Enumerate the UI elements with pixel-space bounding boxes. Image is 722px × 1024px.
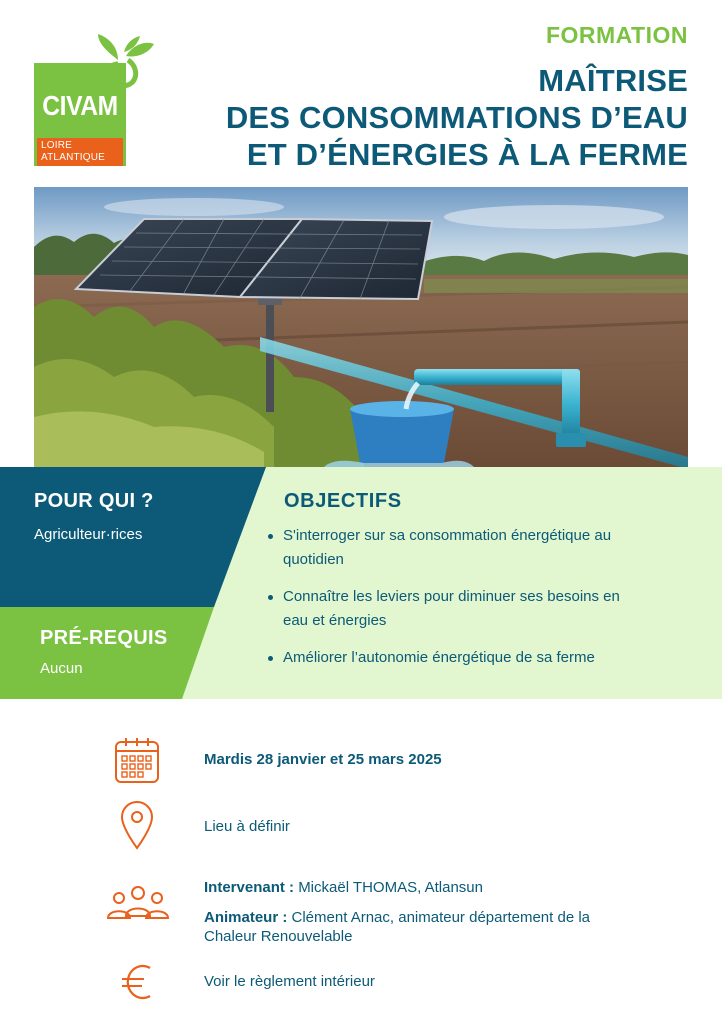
location-text: Lieu à définir	[204, 818, 290, 835]
objectif-item: Améliorer l’autonomie énergétique de sa ferme	[266, 646, 646, 670]
prerequis-title: PRÉ-REQUIS	[40, 627, 168, 649]
date-text: Mardis 28 janvier et 25 mars 2025	[204, 751, 442, 768]
price-text[interactable]: Voir le règlement intérieur	[204, 973, 375, 990]
page-title	[148, 62, 688, 173]
euro-icon	[118, 962, 158, 1002]
objectif-item: Connaître les leviers pour diminuer ses besoins en eau et énergies	[266, 585, 646, 633]
civam-logo	[34, 30, 154, 170]
group-icon	[106, 884, 170, 920]
logo-wordmark: CIVAM	[42, 90, 118, 121]
intervenant-value: Mickaël THOMAS, Atlansun	[298, 879, 483, 896]
objectif-item: S'interroger sur sa consommation énergétique au quotidien	[266, 524, 646, 572]
intervenant-line	[204, 878, 644, 897]
logo-sub-line2: ATLANTIQUE	[41, 152, 106, 163]
logo-subtitle	[37, 138, 123, 166]
prerequis-text: Aucun	[40, 660, 83, 677]
animateur-line	[204, 908, 644, 946]
pour-qui-title: POUR QUI ?	[34, 490, 154, 512]
formation-label: FORMATION	[545, 22, 688, 48]
animateur-value: Clément Arnac, animateur département de la Chaleur Renouvelable	[204, 909, 591, 945]
solar-pump-photo	[34, 187, 688, 467]
title-line-2: DES CONSOMMATIONS D’EAU	[225, 100, 688, 135]
intervenant-label: Intervenant :	[204, 879, 295, 896]
title-line-3: ET D’ÉNERGIES À LA FERME	[246, 137, 688, 172]
logo-sub-line1: LOIRE	[41, 140, 73, 151]
objectifs-title: OBJECTIFS	[284, 490, 402, 512]
pour-qui-text: Agriculteur·rices	[34, 526, 143, 543]
map-pin-icon	[120, 800, 154, 850]
objectifs-list	[266, 524, 646, 683]
animateur-label: Animateur :	[204, 909, 288, 926]
calendar-icon	[114, 736, 160, 784]
title-line-1: MAÎTRISE	[538, 63, 688, 98]
